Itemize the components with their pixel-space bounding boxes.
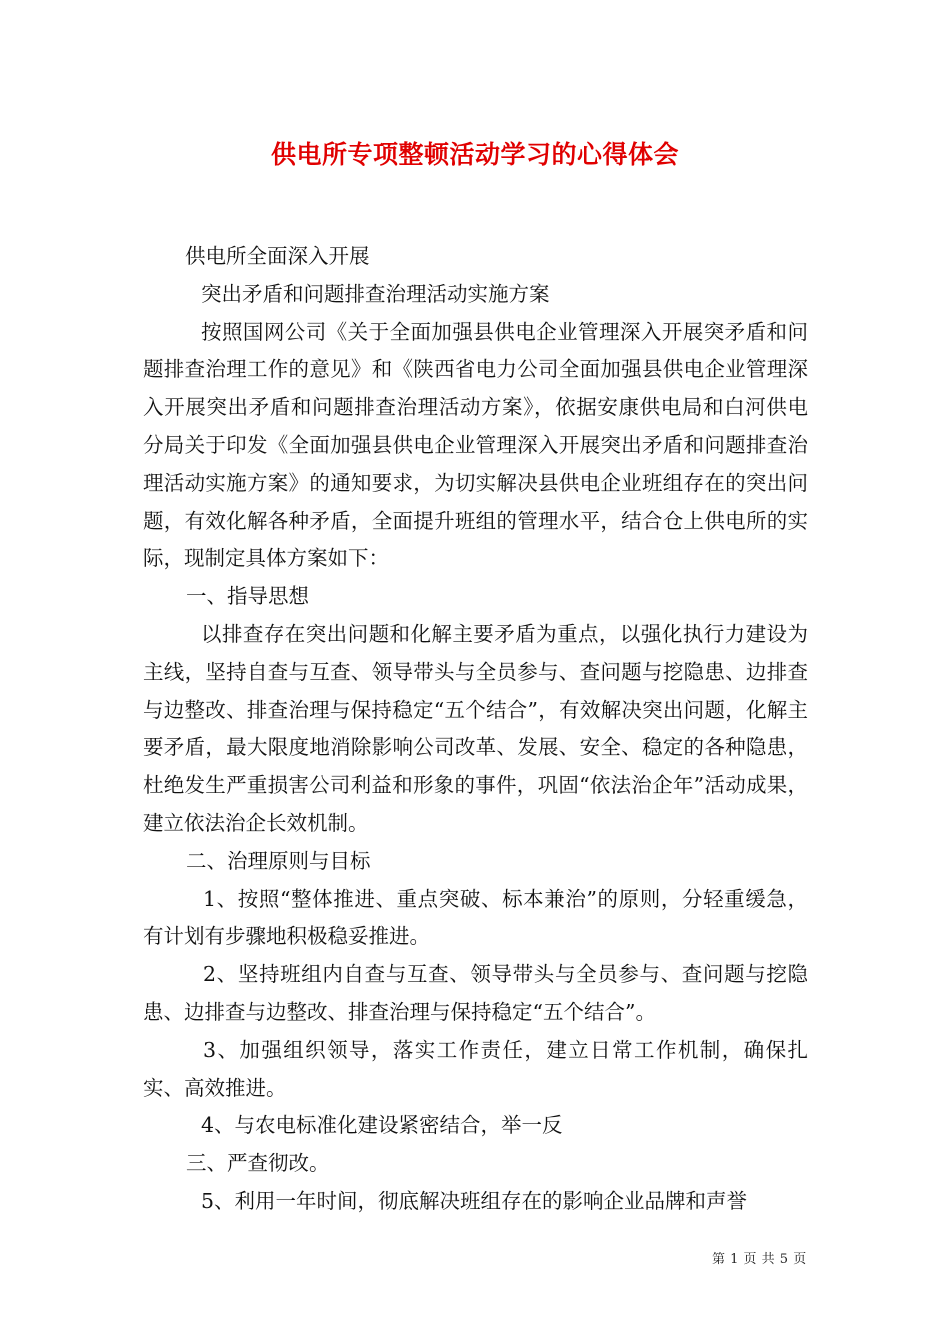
section-heading-2: 二、治理原则与目标 [186,848,371,873]
page-number: 第 1 页 共 5 页 [712,1252,807,1267]
section-heading-3: 三、严查彻改。 [186,1151,330,1176]
document-body [143,238,808,1221]
list-item-1: 1、按照“整体推进、重点突破、标本兼治”的原则，分轻重缓急，有计划有步骤地积极稳妥推进。 [143,886,808,949]
paragraph-heading-line-2: 突出矛盾和问题排查治理活动实施方案 [201,281,550,306]
paragraph-intro: 按照国网公司《关于全面加强县供电企业管理深入开展突矛盾和问题排查治理工作的意见》和《陕西省电力公司全面加强县供电企业管理深入开展突出矛盾和问题排查治理活动方案》，依据安康供电局和白河供电分局关于印发《全面加强县供电企业管理深入开展突出矛盾和问题排查治理活动实施方案》的通知要求，为切实解决县供电企业班组存在的突出问题，有效化解各种矛盾，全面提升班组的管理水平，结合仓上供电所的实际，现制定具体方案如下： [143,319,808,571]
list-item-5: 5、利用一年时间，彻底解决班组存在的影响企业品牌和声誉 [201,1188,748,1213]
list-item-3: 3、加强组织领导，落实工作责任，建立日常工作机制，确保扎实、高效推进。 [143,1037,808,1100]
section-heading-1: 一、指导思想 [186,584,309,609]
list-item-2: 2、坚持班组内自查与互查、领导带头与全员参与、查问题与挖隐患、边排查与边整改、排查治理与保持稳定“五个结合”。 [143,962,808,1024]
document-title: 供电所专项整顿活动学习的心得体会 [270,140,679,169]
paragraph-guiding-thought: 以排查存在突出问题和化解主要矛盾为重点，以强化执行力建设为主线，坚持自查与互查、领导带头与全员参与、查问题与挖隐患、边排查与边整改、排查治理与保持稳定“五个结合”，有效解决突出问题，化解主要矛盾，最大限度地消除影响公司改革、发展、安全、稳定的各种隐患，杜绝发生严重损害公司利益和形象的事件，巩固“依法治企年”活动成果，建立依法治企长效机制。 [143,621,808,835]
list-item-4: 4、与农电标准化建设紧密结合，举一反 [201,1113,563,1138]
paragraph-heading-line-1: 供电所全面深入开展 [185,244,370,268]
